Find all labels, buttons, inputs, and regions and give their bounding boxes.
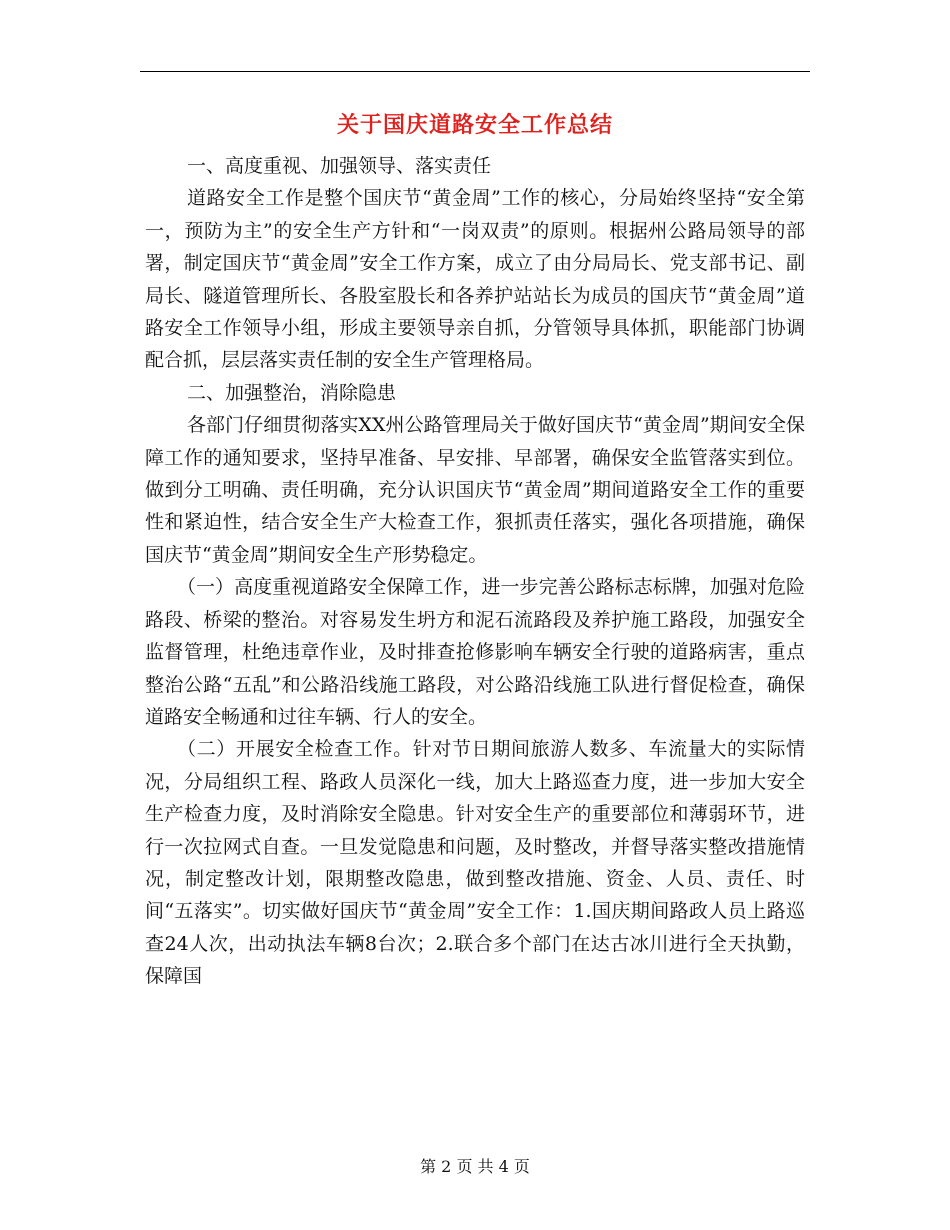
body-paragraph-1: 道路安全工作是整个国庆节“黄金周”工作的核心，分局始终坚持“安全第一，预防为主”的安全生产方针和“一岗双责”的原则。根据州公路局领导的部署，制定国庆节“黄金周”安全工作方案，成立了由分局局长、党支部书记、副局长、隧道管理所长、各股室股长和各养护站站长为成员的国庆节“黄金周”道路安全工作领导小组，形成主要领导亲自抓，分管领导具体抓，职能部门协调配合抓，层层落实责任制的安全生产管理格局。: [145, 187, 805, 372]
section-heading-1: 一、高度重视、加强领导、落实责任: [187, 155, 492, 177]
body-paragraph-4: （二）开展安全检查工作。针对节日期间旅游人数多、车流量大的实际情况，分局组织工程、路政人员深化一线，加大上路巡查力度，进一步加大安全生产检查力度，及时消除安全隐患。针对安全生产的重要部位和薄弱环节，进行一次拉网式自查。一旦发觉隐患和问题，及时整改，并督导落实整改措施情况，制定整改计划，限期整改隐患，做到整改措施、资金、人员、责任、时间“五落实”。切实做好国庆节“黄金周”安全工作：1.国庆期间路政人员上路巡查24人次，出动执法车辆8台次；2.联合多个部门在达古冰川进行全天执勤，保障国: [145, 738, 805, 988]
document-title: 关于国庆道路安全工作总结: [336, 112, 613, 138]
header-rule: [140, 71, 810, 72]
body-paragraph-3: （一）高度重视道路安全保障工作，进一步完善公路标志标牌，加强对危险路段、桥梁的整治。对容易发生坍方和泥石流路段及养护施工路段，加强安全监督管理，杜绝违章作业，及时排查抢修影响车辆安全行驶的道路病害，重点整治公路“五乱”和公路沿线施工路段，对公路沿线施工队进行督促检查，确保道路安全畅通和过往车辆、行人的安全。: [145, 576, 805, 728]
document-body: [145, 150, 805, 993]
body-paragraph-2: 各部门仔细贯彻落实XX州公路管理局关于做好国庆节“黄金周”期间安全保障工作的通知要求，坚持早准备、早安排、早部署，确保安全监管落实到位。做到分工明确、责任明确，充分认识国庆节“黄金周”期间道路安全工作的重要性和紧迫性，结合安全生产大检查工作，狠抓责任落实，强化各项措施，确保国庆节“黄金周”期间安全生产形势稳定。: [145, 414, 805, 566]
page-footer: 第 2 页 共 4 页: [420, 1157, 530, 1176]
section-heading-2: 二、加强整治，消除隐患: [187, 381, 397, 404]
